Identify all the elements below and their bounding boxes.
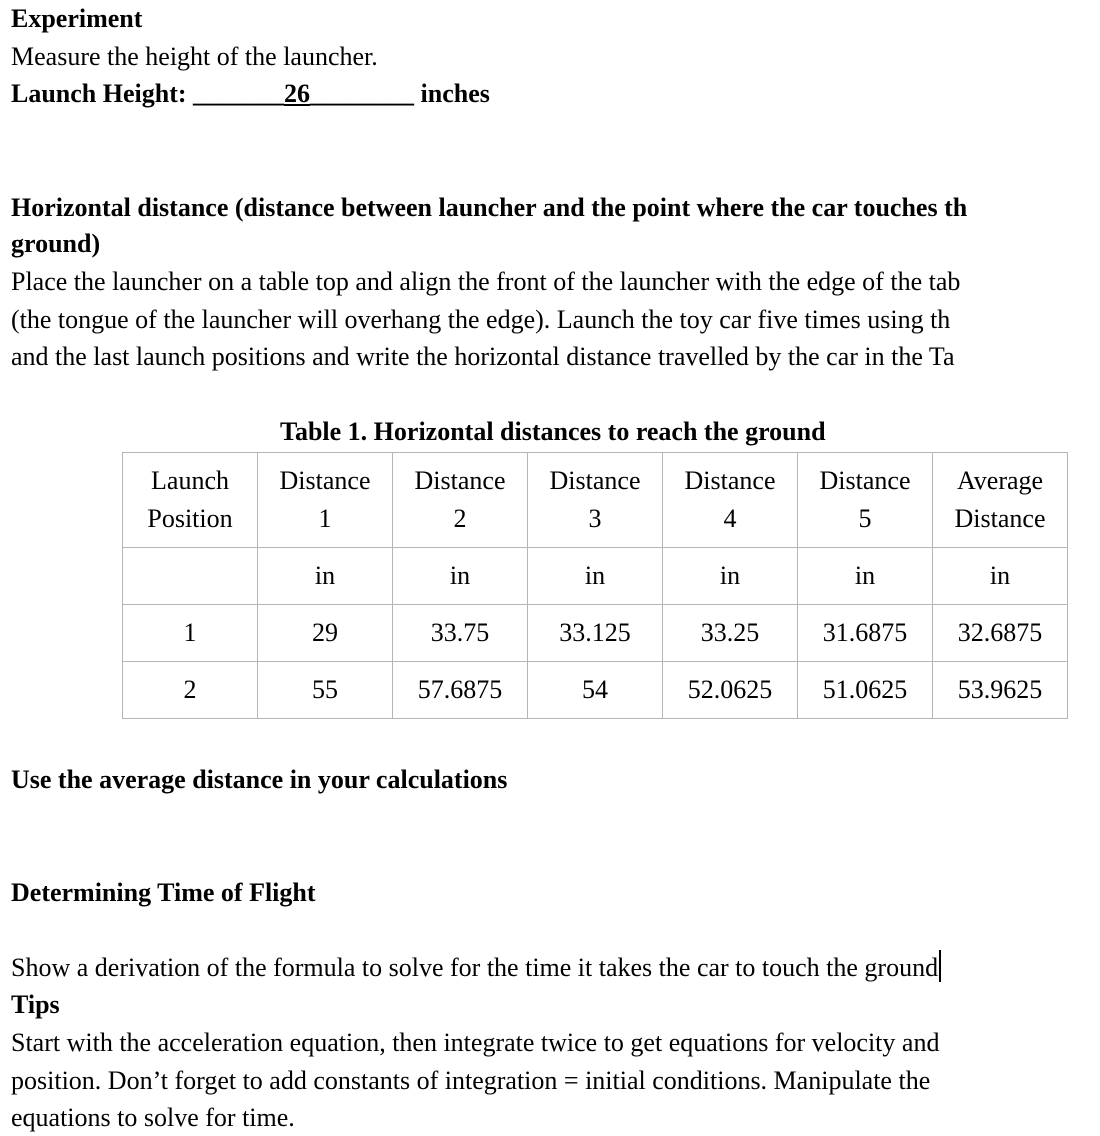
- unit-cell: in: [798, 548, 933, 605]
- table-cell: 29: [258, 605, 393, 662]
- launch-height-value: 26: [284, 79, 311, 108]
- blank-after: ________: [310, 79, 415, 108]
- experiment-instruction: Measure the height of the launcher.: [11, 42, 378, 71]
- experiment-heading: Experiment: [11, 4, 143, 33]
- unit-cell: [123, 548, 258, 605]
- unit-cell: in: [258, 548, 393, 605]
- table-cell: 55: [258, 662, 393, 719]
- header-cell: Distance 5: [798, 453, 933, 548]
- header-cell: Distance 3: [528, 453, 663, 548]
- table-cell: 53.9625: [933, 662, 1068, 719]
- unit-cell: in: [393, 548, 528, 605]
- header-cell: Average Distance: [933, 453, 1068, 548]
- table-cell: 52.0625: [663, 662, 798, 719]
- horizontal-para-1: Place the launcher on a table top and align the front of the launcher with the edge of the tab: [11, 267, 961, 296]
- table-row: [123, 605, 1068, 662]
- table-cell: 54: [528, 662, 663, 719]
- header-cell: Distance 2: [393, 453, 528, 548]
- tips-line-1: Start with the acceleration equation, then integrate twice to get equations for velocity and: [11, 1028, 940, 1057]
- launch-height-unit: inches: [420, 79, 490, 108]
- units-row: [123, 548, 1068, 605]
- table-row: [123, 662, 1068, 719]
- horizontal-para-3: and the last launch positions and write the horizontal distance travelled by the car in the Ta: [11, 342, 955, 371]
- text-cursor: [939, 950, 941, 982]
- header-cell: Launch Position: [123, 453, 258, 548]
- tips-heading: Tips: [11, 990, 60, 1019]
- tips-line-2: position. Don’t forget to add constants of integration = initial conditions. Manipulate the: [11, 1066, 931, 1095]
- table-cell: 57.6875: [393, 662, 528, 719]
- table-cell: 31.6875: [798, 605, 933, 662]
- table-cell: 33.75: [393, 605, 528, 662]
- header-cell: Distance 4: [663, 453, 798, 548]
- table-cell: 51.0625: [798, 662, 933, 719]
- average-note: Use the average distance in your calculations: [11, 765, 508, 794]
- horizontal-para-2: (the tongue of the launcher will overhang the edge). Launch the toy car five times using th: [11, 305, 951, 334]
- table-cell: 1: [123, 605, 258, 662]
- header-cell: Distance 1: [258, 453, 393, 548]
- unit-cell: in: [663, 548, 798, 605]
- table-caption: Table 1. Horizontal distances to reach the ground: [280, 417, 826, 446]
- launch-height-label: Launch Height:: [11, 79, 187, 108]
- table-cell: 2: [123, 662, 258, 719]
- launch-height-field[interactable]: [193, 79, 414, 108]
- blank-before: _______: [193, 79, 285, 108]
- table-cell: 33.25: [663, 605, 798, 662]
- horizontal-heading-1: Horizontal distance (distance between launcher and the point where the car touches th: [11, 193, 968, 222]
- unit-cell: in: [528, 548, 663, 605]
- table-cell: 32.6875: [933, 605, 1068, 662]
- table-cell: 33.125: [528, 605, 663, 662]
- horizontal-heading-2: ground): [11, 229, 101, 258]
- distance-table: [122, 452, 1068, 719]
- tips-line-3: equations to solve for time.: [11, 1103, 295, 1132]
- time-of-flight-heading: Determining Time of Flight: [11, 878, 316, 907]
- derivation-prompt[interactable]: Show a derivation of the formula to solve for the time it takes the car to touch the ground: [11, 950, 941, 986]
- table-header-row: [123, 453, 1068, 548]
- launch-height-line: [11, 76, 490, 112]
- unit-cell: in: [933, 548, 1068, 605]
